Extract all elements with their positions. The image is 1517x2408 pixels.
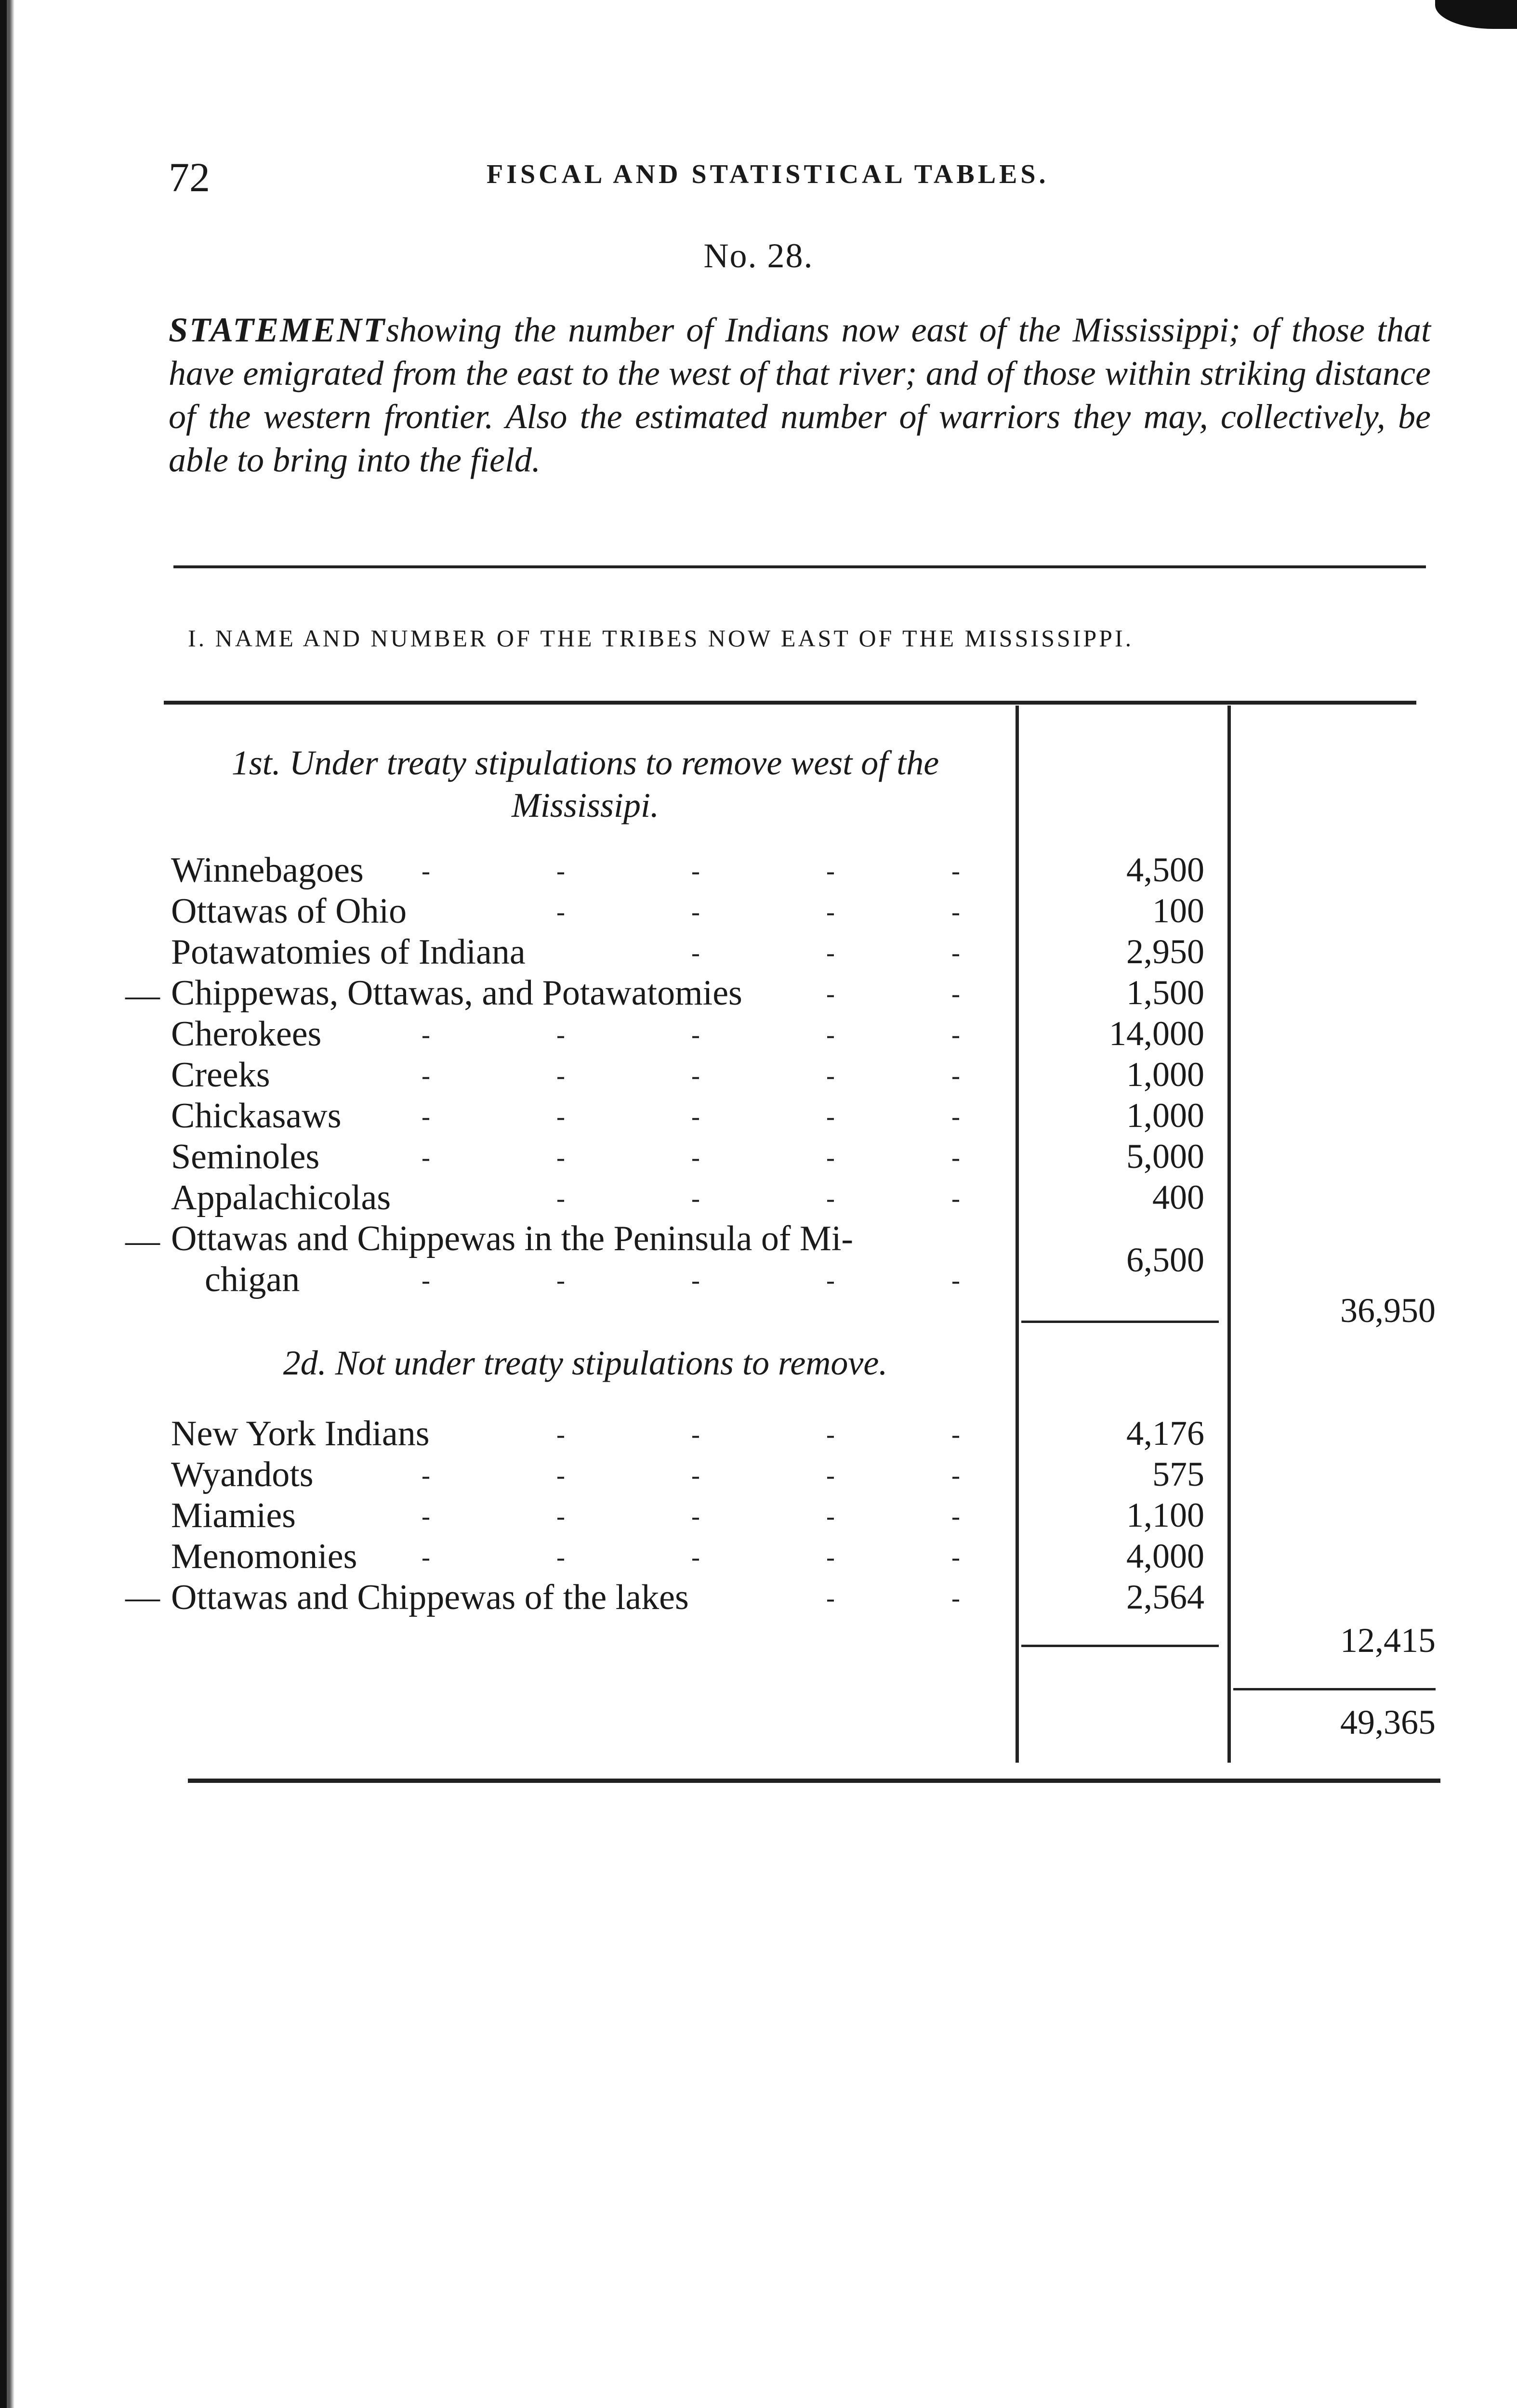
leader-dot: - — [422, 1266, 430, 1295]
leader-dot: - — [951, 1543, 960, 1571]
leader-dot: - — [951, 1584, 960, 1612]
leader-dot: - — [422, 856, 430, 885]
tribe-name: Potawatomies of Indiana — [171, 932, 526, 972]
group1-heading: 1st. Under treaty stipulations to remove west of the Mississipi. — [231, 744, 939, 824]
leader-dot: - — [826, 938, 835, 967]
tribe-count: 400 — [1152, 1178, 1204, 1217]
tribe-name: Seminoles — [171, 1137, 320, 1177]
tribe-name: Chippewas, Ottawas, and Potawatomies — [171, 973, 742, 1013]
table-row — [171, 1413, 1019, 1455]
leader-dot: - — [826, 897, 835, 926]
leader-dot: - — [691, 897, 700, 926]
leader-dot: - — [422, 1102, 430, 1131]
leader-dot: - — [826, 1543, 835, 1571]
leader-dot: - — [556, 1102, 565, 1131]
leader-dot: - — [691, 1502, 700, 1531]
leader-dot: - — [826, 856, 835, 885]
leader-dot: - — [826, 1420, 835, 1449]
table-row — [171, 1218, 1019, 1260]
statement-caption — [169, 308, 1431, 482]
leader-dot: - — [691, 1461, 700, 1490]
leader-dot: - — [951, 1461, 960, 1490]
leader-dot: - — [826, 1061, 835, 1090]
leader-dot: - — [422, 1143, 430, 1172]
leader-dot: - — [951, 1420, 960, 1449]
tribe-count: 1,100 — [1126, 1496, 1204, 1534]
leader-dot: - — [556, 1420, 565, 1449]
table-row — [171, 891, 1019, 932]
group2-total: 12,415 — [1340, 1621, 1436, 1660]
tribe-count: 14,000 — [1109, 1014, 1204, 1053]
leader-dot: - — [556, 1020, 565, 1049]
table-row — [171, 973, 1019, 1014]
leader-dot: - — [691, 1543, 700, 1571]
leader-dot: - — [691, 1266, 700, 1295]
table-number: No. 28. — [703, 236, 814, 275]
table-row — [171, 1495, 1019, 1537]
tribe-count: 575 — [1152, 1455, 1204, 1493]
table-row — [171, 1577, 1019, 1619]
tribe-count: 1,500 — [1126, 973, 1204, 1012]
leader-dot: - — [556, 1143, 565, 1172]
tribe-name: Appalachicolas — [171, 1178, 391, 1217]
table-row — [171, 1055, 1019, 1096]
leader-dot: - — [556, 1061, 565, 1090]
statement-lead: STATEMENT — [169, 311, 386, 349]
leader-dot: - — [691, 1420, 700, 1449]
leader-dot: - — [691, 1184, 700, 1213]
leader-dot: - — [691, 1143, 700, 1172]
tribe-name: New York Indians — [171, 1414, 430, 1453]
leader-dot: - — [556, 1461, 565, 1490]
rule-bottom — [188, 1779, 1440, 1783]
table-row — [171, 850, 1019, 891]
leader-dot: - — [422, 1461, 430, 1490]
tribe-name: Winnebagoes — [171, 851, 364, 890]
leader-dot: - — [951, 938, 960, 967]
leader-dot: - — [826, 1020, 835, 1049]
tribe-name: Wyandots — [171, 1455, 314, 1494]
tribe-name: Cherokees — [171, 1014, 322, 1054]
leader-dot: - — [951, 1061, 960, 1090]
margin-mark: — — [125, 1221, 160, 1260]
tribe-name-continuation: chigan — [205, 1260, 300, 1299]
table-row-continuation — [171, 1259, 1019, 1301]
grand-total-rule — [1233, 1688, 1436, 1690]
running-head: FISCAL AND STATISTICAL TABLES. — [487, 159, 1049, 189]
leader-dot: - — [691, 1102, 700, 1131]
tribe-count: 4,000 — [1126, 1537, 1204, 1575]
tribe-count: 6,500 — [1126, 1241, 1204, 1279]
leader-dot: - — [826, 1102, 835, 1131]
scan-corner-shadow — [1435, 0, 1517, 29]
leader-dot: - — [951, 1102, 960, 1131]
tribe-count: 4,176 — [1126, 1414, 1204, 1453]
leader-dot: - — [951, 1143, 960, 1172]
leader-dot: - — [691, 1020, 700, 1049]
tribe-name: Creeks — [171, 1055, 270, 1095]
leader-dot: - — [951, 1184, 960, 1213]
tribe-name: Ottawas of Ohio — [171, 891, 407, 931]
leader-dot: - — [951, 897, 960, 926]
table-row — [171, 1096, 1019, 1137]
margin-mark: — — [125, 976, 160, 1014]
leader-dot: - — [556, 897, 565, 926]
tribe-name: Ottawas and Chippewas of the lakes — [171, 1578, 689, 1617]
tribe-count: 2,564 — [1126, 1578, 1204, 1616]
leader-dot: - — [951, 1266, 960, 1295]
tribe-count: 2,950 — [1126, 932, 1204, 971]
statement-text: showing the number of Indians now east of the Mississippi; of those that have emigrated from the east to the west of that river; and of those within striking distance of the western frontier. Also the estimated number of warriors they may, collectively, be able to bring into the field. — [169, 311, 1431, 479]
leader-dot: - — [826, 1502, 835, 1531]
table-row — [171, 1536, 1019, 1578]
leader-dot: - — [826, 1266, 835, 1295]
leader-dot: - — [826, 979, 835, 1008]
leader-dot: - — [951, 856, 960, 885]
tribe-name: Miamies — [171, 1496, 296, 1535]
tribe-count: 100 — [1152, 891, 1204, 930]
leader-dot: - — [826, 1184, 835, 1213]
leader-dot: - — [422, 1020, 430, 1049]
column-rule-2 — [1227, 706, 1231, 1763]
leader-dot: - — [826, 1143, 835, 1172]
group2-subtotal-rule — [1021, 1645, 1219, 1647]
rule-section — [164, 701, 1416, 705]
tribe-name: Menomonies — [171, 1537, 357, 1576]
leader-dot: - — [691, 856, 700, 885]
leader-dot: - — [422, 1543, 430, 1571]
leader-dot: - — [691, 938, 700, 967]
rule-top — [173, 565, 1426, 568]
tribe-name: Ottawas and Chippewas in the Peninsula of Mi- — [171, 1219, 854, 1258]
leader-dot: - — [556, 1543, 565, 1571]
leader-dot: - — [826, 1461, 835, 1490]
table-row — [171, 1178, 1019, 1219]
group2-heading: 2d. Not under treaty stipulations to remove. — [283, 1344, 888, 1382]
leader-dot: - — [556, 856, 565, 885]
table-row — [171, 1454, 1019, 1496]
leader-dot: - — [422, 1502, 430, 1531]
leader-dot: - — [951, 1502, 960, 1531]
leader-dot: - — [691, 1061, 700, 1090]
leader-dot: - — [826, 1584, 835, 1612]
scan-edge-left — [0, 0, 14, 2408]
table-row — [171, 932, 1019, 973]
group1-subtotal-rule — [1021, 1321, 1219, 1323]
grand-total: 49,365 — [1340, 1703, 1436, 1741]
table-row — [171, 1014, 1019, 1055]
leader-dot: - — [556, 1502, 565, 1531]
leader-dot: - — [556, 1266, 565, 1295]
page-number: 72 — [169, 154, 210, 200]
table-row — [171, 1137, 1019, 1178]
tribe-count: 1,000 — [1126, 1055, 1204, 1094]
leader-dot: - — [556, 1184, 565, 1213]
leader-dot: - — [951, 1020, 960, 1049]
tribe-count: 4,500 — [1126, 851, 1204, 889]
tribe-count: 5,000 — [1126, 1137, 1204, 1176]
leader-dot: - — [951, 979, 960, 1008]
tribe-count: 1,000 — [1126, 1096, 1204, 1135]
leader-dot: - — [422, 1061, 430, 1090]
tribe-name: Chickasaws — [171, 1096, 342, 1136]
margin-mark: — — [125, 1578, 160, 1616]
section-heading: I. NAME AND NUMBER OF THE TRIBES NOW EAST OF THE MISSISSIPPI. — [188, 625, 1134, 652]
group1-total: 36,950 — [1340, 1291, 1436, 1330]
